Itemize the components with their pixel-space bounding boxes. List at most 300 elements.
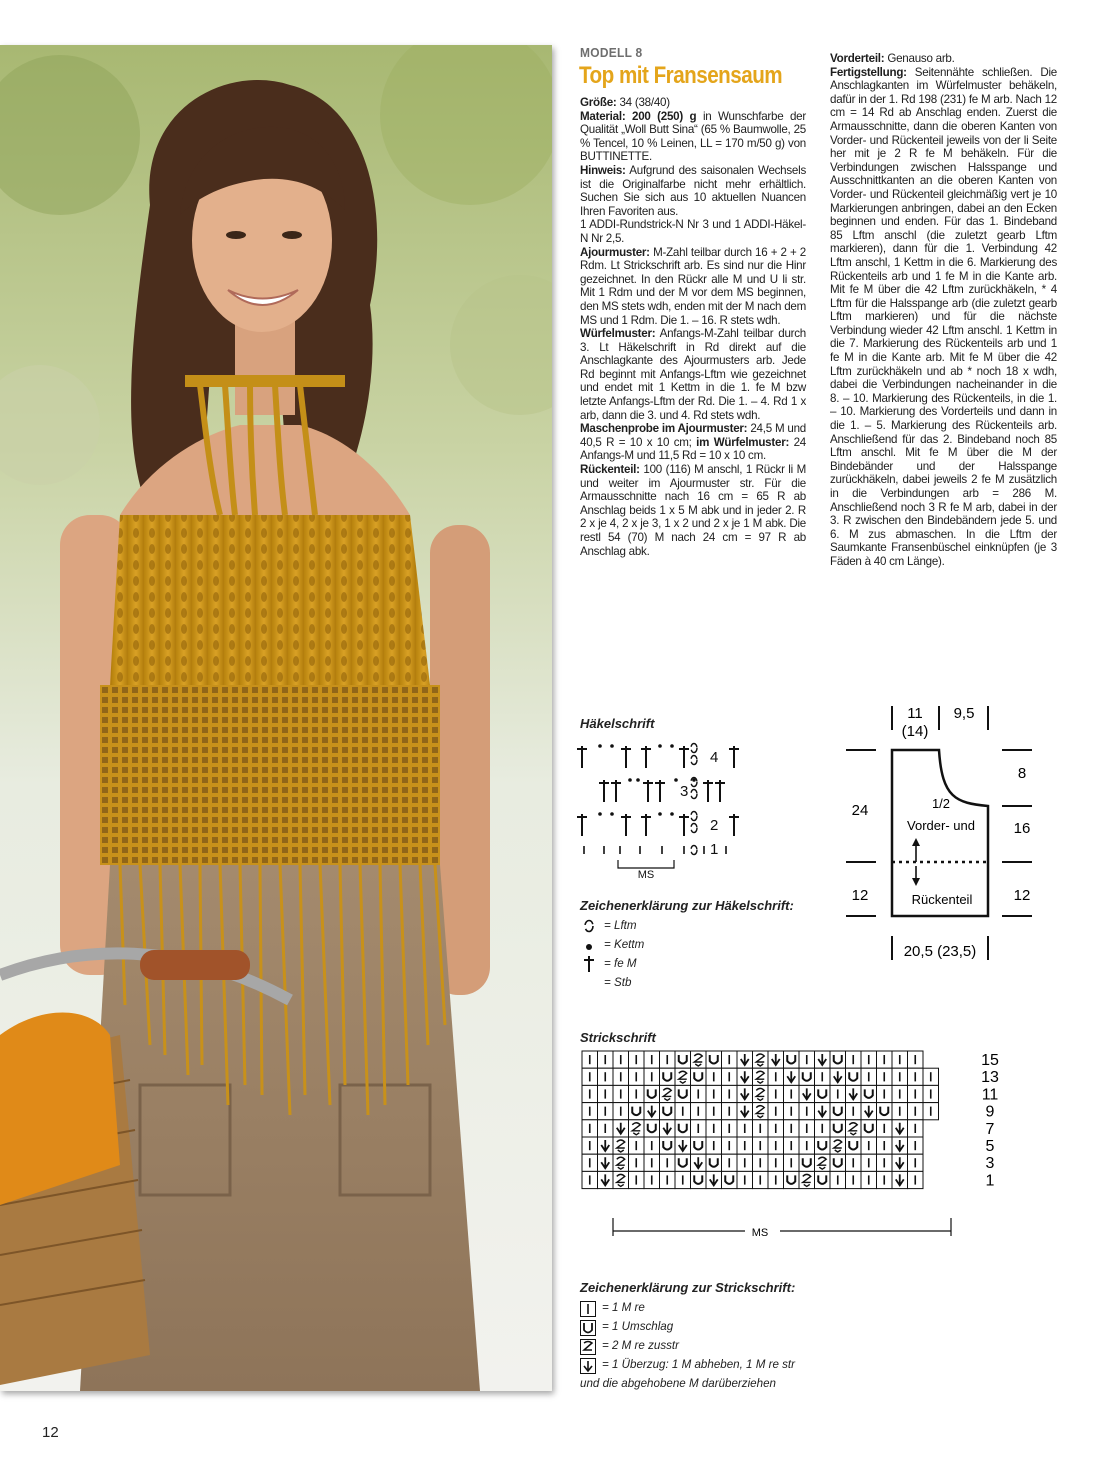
knit-chart-cell <box>846 1068 862 1085</box>
knit-chart-cell <box>675 1120 691 1137</box>
hint-label: Hinweis: <box>580 163 626 177</box>
knit-chart-cell <box>722 1154 738 1171</box>
knit-stitch-icon <box>580 1301 596 1317</box>
hint-text: Aufgrund des saisonalen Wechsels ist die Originalfarbe nicht mehr erhältlich. Suchen Sie sich aus 10 aktuellen Nuancen Ihren Favoriten aus. <box>580 163 806 218</box>
knit-chart-cell <box>706 1085 722 1102</box>
knit-chart-cell <box>706 1103 722 1120</box>
knit-chart-cell <box>675 1171 691 1188</box>
knit-chart-cell <box>644 1103 660 1120</box>
knit-chart-cell <box>675 1085 691 1102</box>
knit-chart-cell <box>768 1154 784 1171</box>
knit-chart-cell <box>815 1171 831 1188</box>
knit-chart-cell <box>830 1171 846 1188</box>
crochet-chart-symbol <box>729 814 739 836</box>
knit-chart-cell <box>892 1137 908 1154</box>
knit-chart-cell <box>768 1051 784 1068</box>
lace-pattern-label: Ajourmuster: <box>580 245 650 259</box>
knit-chart-cell <box>877 1154 893 1171</box>
crochet-row-number: 2 <box>710 817 719 834</box>
knit-chart-cell <box>861 1103 877 1120</box>
knit-chart-cell <box>784 1085 800 1102</box>
material-paragraph <box>580 110 806 164</box>
knit-chart-cell <box>644 1171 660 1188</box>
knit-chart-cell <box>613 1137 629 1154</box>
knit-chart <box>580 1046 1030 1246</box>
knit-chart-cell <box>691 1120 707 1137</box>
knit-chart-cell <box>784 1103 800 1120</box>
knit-chart-cell <box>660 1137 676 1154</box>
knit-chart-cell <box>908 1171 924 1188</box>
knit-chart-cell <box>644 1051 660 1068</box>
knit-chart-cell <box>675 1137 691 1154</box>
knit-chart-cell <box>799 1068 815 1085</box>
knit-chart-cell <box>613 1120 629 1137</box>
knit-chart-cell <box>815 1120 831 1137</box>
knit-chart-cell <box>598 1103 614 1120</box>
finishing-text: Seitennähte schließen. Die Anschlagkanten im Würfelmuster behäkeln, dafür in der 1. Rd 198 (231) fe M arb. Nach 12 cm = 14 Rd ab Anschlag enden. Zuerst die Armausschnitte, dann die oberen Kanten von Vorder- und Rückenteil jeweils von der li Seite her mit je 2 R fe M behäkeln. Für die Verbindungen zwischen Halsspange und Ausschnittkanten an die oberen Kanten von Vorder- und Rückenteil gleichmäßig vert je 10 Markierungen anbringen, dabei an den Ecken beginnen und enden. Für das 1. Bindeband 85 Lftm anschl (die zuletzt gearb Lftm markieren), dann für die 1. Verbindung 42 Lftm anschl, 1 Kettm in die 6. Markierung des Rückenteils arb und 1 fe M in die Kante arb. Mit fe M über die 42 Lftm zurückhäkeln, * 4 Lftm für die Halsspange arb (die zuletzt gearb Lftm markieren) und für die nächste Verbindung wieder 42 Lftm anschl. 1 Kettm in die 7. Markierung des Rückenteils arb und 1 fe M in die Kante arb. Mit fe M über die 42 Lftm zurückhäkeln und ab * noch 18 x wdh, dabei die Verbindungen nacheinander in die 8. – 10. Markierung des Rückenteils, in die 1. – 10. Markierung des Vorderteils und dann in die 1. – 5. Markierung des Rückenteils arb. Anschließend für das 2. Bindeband noch 85 Lftm anschl. Mit fe M über die M der Bindebänder und der Halsspange zurückhäkeln, dabei jeweils 2 fe M zusätzlich in die Verbindungen arb = 286 M. Anschließend noch 3 R fe M arb, dabei in der 3. R zwischen den Bindebändern jede 5. und 6. M zus abmaschen. In die Lftm der Saumkante Fransenbüschel einknüpfen (je 3 Fäden à 40 cm Länge). <box>830 65 1057 568</box>
crochet-row-number: 1 <box>710 841 719 858</box>
knit-chart-cell <box>706 1171 722 1188</box>
knit-chart-cell <box>629 1085 645 1102</box>
knit-chart-cell <box>737 1051 753 1068</box>
knit-chart-cell <box>706 1051 722 1068</box>
crochet-legend-title: Zeichenerklärung zur Häkelschrift: <box>580 898 794 913</box>
knit-chart-cell <box>768 1171 784 1188</box>
knit-chart-cell <box>598 1051 614 1068</box>
crochet-chart-symbol <box>641 814 651 836</box>
knit-chart-cell <box>722 1085 738 1102</box>
crochet-chart-symbol <box>577 814 587 836</box>
knit-chart-cell <box>815 1085 831 1102</box>
knit-chart-cell <box>799 1137 815 1154</box>
knit-chart-cell <box>846 1120 862 1137</box>
crochet-chart-symbol <box>674 778 678 782</box>
crochet-chart-symbol <box>599 780 609 802</box>
knit-row-number: 9 <box>985 1103 995 1121</box>
crochet-chart-symbol <box>691 846 697 855</box>
knit-chart-cell <box>830 1137 846 1154</box>
knit-chart-cell <box>784 1137 800 1154</box>
knit-chart-title: Strickschrift <box>580 1030 656 1045</box>
knit-chart-cell <box>768 1068 784 1085</box>
knit-chart-cell <box>908 1068 924 1085</box>
schematic-top-left-width-alt: (14) <box>901 723 929 740</box>
knit-row-number: 7 <box>985 1120 995 1138</box>
yarn-over-icon <box>580 1320 596 1336</box>
knit-chart-cell <box>861 1154 877 1171</box>
schematic-top-right-width: 9,5 <box>953 705 975 722</box>
knit-chart-cell <box>691 1051 707 1068</box>
knit-chart-cell <box>877 1085 893 1102</box>
knit-chart-cell <box>660 1171 676 1188</box>
knit-chart-cell <box>613 1051 629 1068</box>
legend-skp-continuation: und die abgehobene M darüberziehen <box>580 1377 776 1390</box>
crochet-chart-symbol <box>679 746 689 768</box>
knit-chart-cell <box>892 1068 908 1085</box>
material-text: in Wunschfarbe der Qualität „Woll Butt Sina“ (65 % Baumwolle, 25 % Tencel, 10 % Leinen, LL = 170 m/50 g) von BUTTINETTE. <box>580 109 806 164</box>
knit-row-number: 11 <box>981 1086 999 1104</box>
knit-chart-cell <box>582 1120 598 1137</box>
knit-chart-cell <box>861 1120 877 1137</box>
crochet-chart-symbol <box>715 780 725 802</box>
knit-chart-cell <box>923 1103 939 1120</box>
slip-stitch-icon <box>582 942 596 952</box>
knit-chart-cell <box>908 1137 924 1154</box>
knit-chart-cell <box>644 1085 660 1102</box>
knit-chart-cell <box>660 1068 676 1085</box>
gauge-paragraph <box>580 422 806 463</box>
knit-chart-cell <box>908 1051 924 1068</box>
knit-chart-cell <box>861 1085 877 1102</box>
size-label: Größe: <box>580 96 617 109</box>
knit-chart-cell <box>830 1154 846 1171</box>
crochet-chart-symbol <box>655 780 665 802</box>
knit-chart-cell <box>582 1137 598 1154</box>
knit-chart-cell <box>753 1154 769 1171</box>
material-label: Material: 200 (250) g <box>580 109 697 123</box>
skp-icon <box>580 1358 596 1374</box>
knit-chart-cell <box>675 1068 691 1085</box>
chain-stitch-icon <box>582 918 596 934</box>
knit-chart-cell <box>861 1137 877 1154</box>
knit-chart-cell <box>613 1085 629 1102</box>
knit-chart-cell <box>613 1103 629 1120</box>
cube-pattern-text: Anfangs-M-Zahl teilbar durch 3. Lt Häkelschrift in Rd direkt auf die Anschlagkante des Ajourmusters arb. Jede Rd beginnt mit Anfangs-Lftm wie gezeichnet und endet mit 1 Kettm in die 1. fe M bzw letzte Anfangs-Lftm der Rd. Die 1. – 4. Rd 1 x arb, dann die 3. und 4. Rd stets wdh. <box>580 327 806 422</box>
knit-chart-cell <box>815 1068 831 1085</box>
gauge-text: 24,5 M und 40,5 R = 10 x 10 cm; <box>580 422 806 449</box>
knit-chart-cell <box>784 1068 800 1085</box>
knit-chart-cell <box>799 1171 815 1188</box>
knit-legend-title: Zeichenerklärung zur Strickschrift: <box>580 1280 796 1295</box>
knit-chart-cell <box>861 1068 877 1085</box>
knit-chart-cell <box>598 1085 614 1102</box>
crochet-repeat-label: MS <box>637 869 655 881</box>
knit-row-number: 3 <box>985 1155 995 1173</box>
knit-chart-cell <box>598 1137 614 1154</box>
knit-chart-cell <box>582 1154 598 1171</box>
back-piece-paragraph <box>580 463 806 558</box>
knit-row-number: 5 <box>985 1138 995 1155</box>
knit-chart-cell <box>753 1137 769 1154</box>
knit-chart-cell <box>784 1051 800 1068</box>
legend-dc-text: = Stb <box>604 976 632 989</box>
knit-chart-cell <box>737 1085 753 1102</box>
knit-chart-cell <box>799 1085 815 1102</box>
knit-chart-cell <box>784 1171 800 1188</box>
schematic-diagram <box>836 698 1036 976</box>
cube-pattern-paragraph <box>580 327 806 422</box>
front-piece-label: Vorderteil: <box>830 52 885 65</box>
knit-chart-cell <box>598 1154 614 1171</box>
knit-chart-cell <box>722 1103 738 1120</box>
knit-row-number: 1 <box>985 1172 995 1190</box>
knit-chart-cell <box>598 1171 614 1188</box>
knit-chart-cell <box>892 1171 908 1188</box>
crochet-row-number: 4 <box>710 749 719 766</box>
knit-chart-cell <box>660 1154 676 1171</box>
knit-chart-cell <box>830 1085 846 1102</box>
knit-chart-cell <box>815 1051 831 1068</box>
knit-chart-cell <box>660 1120 676 1137</box>
knit-chart-cell <box>644 1120 660 1137</box>
knit-chart-cell <box>722 1051 738 1068</box>
knit-chart-cell <box>846 1154 862 1171</box>
crochet-chart-symbol <box>621 746 631 768</box>
schematic-body-height: 16 <box>1013 820 1031 837</box>
knit-chart-cell <box>691 1103 707 1120</box>
knit-row-number: 15 <box>981 1052 999 1069</box>
front-piece-text: Genauso arb. <box>884 52 955 65</box>
legend-sc-text: = fe M <box>604 957 637 970</box>
knit-chart-cell <box>722 1068 738 1085</box>
knit-chart-cell <box>923 1068 939 1085</box>
knit-chart-cell <box>660 1103 676 1120</box>
schematic-left-bottom-height: 12 <box>851 887 869 904</box>
knit-chart-cell <box>846 1137 862 1154</box>
back-piece-label: Rückenteil: <box>580 463 640 477</box>
knit-chart-cell <box>582 1051 598 1068</box>
crochet-chart-symbol <box>611 780 621 802</box>
knit-chart-cell <box>613 1171 629 1188</box>
gauge-label: Maschenprobe im Ajourmuster: <box>580 422 748 436</box>
knit-chart-cell <box>737 1103 753 1120</box>
needles-text: 1 ADDI-Rundstrick-N Nr 3 und 1 ADDI-Häkel-N Nr 2,5. <box>580 218 806 245</box>
finishing-label: Fertigstellung: <box>830 65 907 79</box>
knit-chart-cell <box>768 1085 784 1102</box>
legend-yo-text: = 1 Umschlag <box>602 1320 674 1333</box>
knit-chart-cell <box>923 1085 939 1102</box>
schematic-piece-name-bottom: Rückenteil <box>911 892 973 907</box>
knit-chart-cell <box>908 1154 924 1171</box>
model-photo <box>0 45 552 1391</box>
knit-chart-cell <box>846 1085 862 1102</box>
knit-chart-cell <box>877 1137 893 1154</box>
knit-chart-cell <box>753 1171 769 1188</box>
knit-chart-cell <box>892 1120 908 1137</box>
knit-chart-cell <box>815 1103 831 1120</box>
schematic-piece-name-top: Vorder- und <box>907 818 975 833</box>
schematic-fraction: 1/2 <box>931 796 951 811</box>
knit-chart-cell <box>598 1120 614 1137</box>
instructions-column-2 <box>830 52 1057 569</box>
model-title: Top mit Fransensaum <box>579 62 783 89</box>
knit-chart-cell <box>861 1171 877 1188</box>
knit-chart-cell <box>722 1171 738 1188</box>
crochet-chart-symbol <box>610 812 614 816</box>
lace-pattern-text: M-Zahl teilbar durch 16 + 2 + 2 Rdm. Lt Strickschrift arb. Es sind nur die Hinr gezeichnet. In den Rückr alle M und U li str. Mit 1 Rdm und der M vor dem MS beginnen, den MS stets wdh, enden mit der M nach dem MS und 1 Rdm. Die 1. – 16. R stets wdh. <box>580 245 807 327</box>
knit-chart-cell <box>598 1068 614 1085</box>
cube-pattern-label: Würfelmuster: <box>580 327 656 341</box>
knit-chart-cell <box>613 1068 629 1085</box>
knit-chart-cell <box>722 1137 738 1154</box>
knit-chart-cell <box>877 1103 893 1120</box>
schematic-left-upper-height: 24 <box>851 802 869 819</box>
crochet-chart-symbol <box>658 812 662 816</box>
size-text: 34 (38/40) <box>616 96 670 109</box>
legend-slip-text: = Kettm <box>604 938 645 951</box>
knit-chart-cell <box>908 1085 924 1102</box>
knit-chart-cell <box>830 1051 846 1068</box>
knit-chart-cell <box>753 1103 769 1120</box>
knit-chart-cell <box>582 1171 598 1188</box>
knit-chart-cell <box>629 1154 645 1171</box>
knit-chart-cell <box>675 1103 691 1120</box>
schematic-armhole-height: 8 <box>1017 765 1027 782</box>
crochet-chart-symbol <box>598 812 602 816</box>
knit-chart-cell <box>660 1051 676 1068</box>
knit-chart-cell <box>691 1068 707 1085</box>
knit-chart-cell <box>784 1120 800 1137</box>
hint-paragraph <box>580 164 806 218</box>
knit-chart-cell <box>629 1103 645 1120</box>
knit-chart-cell <box>644 1154 660 1171</box>
crochet-chart <box>576 738 756 888</box>
knit-chart-cell <box>799 1103 815 1120</box>
knit-chart-cell <box>629 1051 645 1068</box>
knit-chart-cell <box>892 1103 908 1120</box>
knit-chart-cell <box>675 1154 691 1171</box>
crochet-chart-title: Häkelschrift <box>580 716 655 731</box>
knit-chart-cell <box>691 1154 707 1171</box>
knit-chart-cell <box>861 1051 877 1068</box>
knit-chart-cell <box>830 1103 846 1120</box>
knit-chart-cell <box>830 1068 846 1085</box>
knit-chart-cell <box>737 1154 753 1171</box>
crochet-chart-symbol <box>658 744 662 748</box>
gauge-text-2: 24 Anfangs-M und 11,5 Rd = 10 x 10 cm. <box>580 435 807 463</box>
crochet-chart-symbol <box>628 778 632 782</box>
knit-chart-cell <box>753 1068 769 1085</box>
legend-k2tog-text: = 2 M re zusstr <box>602 1339 679 1352</box>
page-number: 12 <box>42 1424 59 1441</box>
crochet-chart-symbol <box>670 744 674 748</box>
k2tog-icon <box>580 1339 596 1355</box>
knit-chart-cell <box>892 1154 908 1171</box>
knit-chart-cell <box>846 1051 862 1068</box>
schematic-top-left-width: 11 <box>907 705 923 722</box>
knit-chart-cell <box>582 1103 598 1120</box>
crochet-chart-symbol <box>691 824 697 833</box>
knit-chart-cell <box>753 1120 769 1137</box>
size-paragraph <box>580 96 806 110</box>
knit-chart-cell <box>722 1120 738 1137</box>
crochet-chart-symbol <box>691 744 697 753</box>
knit-chart-cell <box>799 1051 815 1068</box>
crochet-legend <box>582 916 782 996</box>
knit-chart-cell <box>582 1085 598 1102</box>
crochet-chart-symbol <box>691 790 697 799</box>
knit-chart-cell <box>877 1120 893 1137</box>
knit-chart-cell <box>753 1051 769 1068</box>
knit-chart-cell <box>877 1171 893 1188</box>
crochet-chart-symbol <box>679 814 689 836</box>
schematic-bottom-width: 20,5 (23,5) <box>903 943 977 960</box>
model-label: MODELL 8 <box>580 45 643 60</box>
knit-chart-cell <box>660 1085 676 1102</box>
knit-chart-cell <box>892 1085 908 1102</box>
crochet-row-number: 3 <box>680 783 689 800</box>
crochet-chart-symbol <box>691 756 697 765</box>
crochet-chart-symbol <box>729 746 739 768</box>
knit-chart-cell <box>691 1085 707 1102</box>
knit-chart-cell <box>877 1068 893 1085</box>
schematic-right-bottom-height: 12 <box>1013 887 1031 904</box>
crochet-chart-symbol <box>598 744 602 748</box>
knit-chart-cell <box>737 1068 753 1085</box>
crochet-chart-symbol <box>621 814 631 836</box>
crochet-chart-symbol <box>636 778 640 782</box>
knit-chart-cell <box>830 1120 846 1137</box>
knit-chart-cell <box>815 1154 831 1171</box>
knit-chart-cell <box>799 1120 815 1137</box>
knit-chart-cell <box>629 1171 645 1188</box>
knit-chart-cell <box>644 1137 660 1154</box>
knit-chart-cell <box>613 1154 629 1171</box>
knit-chart-cell <box>737 1120 753 1137</box>
knit-chart-cell <box>768 1103 784 1120</box>
single-crochet-icon <box>582 955 596 973</box>
knit-chart-cell <box>706 1068 722 1085</box>
knit-chart-cell <box>629 1137 645 1154</box>
knit-chart-cell <box>846 1171 862 1188</box>
crochet-chart-symbol <box>577 746 587 768</box>
knit-chart-cell <box>892 1051 908 1068</box>
knit-chart-cell <box>706 1137 722 1154</box>
finishing-paragraph <box>830 66 1057 569</box>
gauge-label-2: im Würfelmuster: <box>696 435 790 449</box>
back-piece-text: 100 (116) M anschl, 1 Rückr li M und weiter im Ajourmuster str. Für die Armausschnitte nach 16 cm = 65 R ab Anschlag beids 1 x 5 M abk und in jeder 2. R 2 x je 4, 2 x je 3, 1 x 2 und 2 x je 1 M abk. Die restl 54 (70) M nach 24 cm = 97 R ab Anschlag abk. <box>580 463 806 558</box>
front-piece-paragraph <box>830 52 1057 66</box>
knit-repeat-label: MS <box>751 1227 769 1239</box>
knit-chart-cell <box>799 1154 815 1171</box>
knit-chart-cell <box>737 1137 753 1154</box>
lace-pattern-paragraph <box>580 246 806 328</box>
knit-chart-cell <box>691 1137 707 1154</box>
knit-chart-cell <box>768 1137 784 1154</box>
knit-chart-cell <box>706 1120 722 1137</box>
knit-chart-cell <box>753 1085 769 1102</box>
crochet-chart-symbol <box>670 812 674 816</box>
legend-knit-text: = 1 M re <box>602 1301 645 1314</box>
knit-chart-cell <box>675 1051 691 1068</box>
crochet-chart-symbol <box>610 744 614 748</box>
needles-paragraph <box>580 218 806 245</box>
crochet-chart-symbol <box>691 812 697 821</box>
knit-chart-cell <box>846 1103 862 1120</box>
knit-chart-cell <box>908 1103 924 1120</box>
knit-chart-cell <box>629 1120 645 1137</box>
legend-skp-text: = 1 Überzug: 1 M abheben, 1 M re str <box>602 1358 796 1371</box>
knit-chart-cell <box>644 1068 660 1085</box>
instructions-column-1 <box>580 96 806 558</box>
crochet-chart-symbol <box>643 780 653 802</box>
knit-row-number: 13 <box>981 1069 999 1087</box>
knit-chart-cell <box>908 1120 924 1137</box>
knit-chart-cell <box>706 1154 722 1171</box>
knit-chart-cell <box>815 1137 831 1154</box>
knit-legend <box>580 1298 880 1394</box>
knit-chart-cell <box>629 1068 645 1085</box>
knit-chart-cell <box>691 1171 707 1188</box>
knit-chart-cell <box>877 1051 893 1068</box>
knit-chart-cell <box>737 1171 753 1188</box>
knit-chart-cell <box>582 1068 598 1085</box>
knit-chart-cell <box>768 1120 784 1137</box>
crochet-chart-symbol <box>703 780 713 802</box>
crochet-chart-symbol <box>641 746 651 768</box>
knit-chart-cell <box>784 1154 800 1171</box>
legend-chain-text: = Lftm <box>604 919 637 932</box>
